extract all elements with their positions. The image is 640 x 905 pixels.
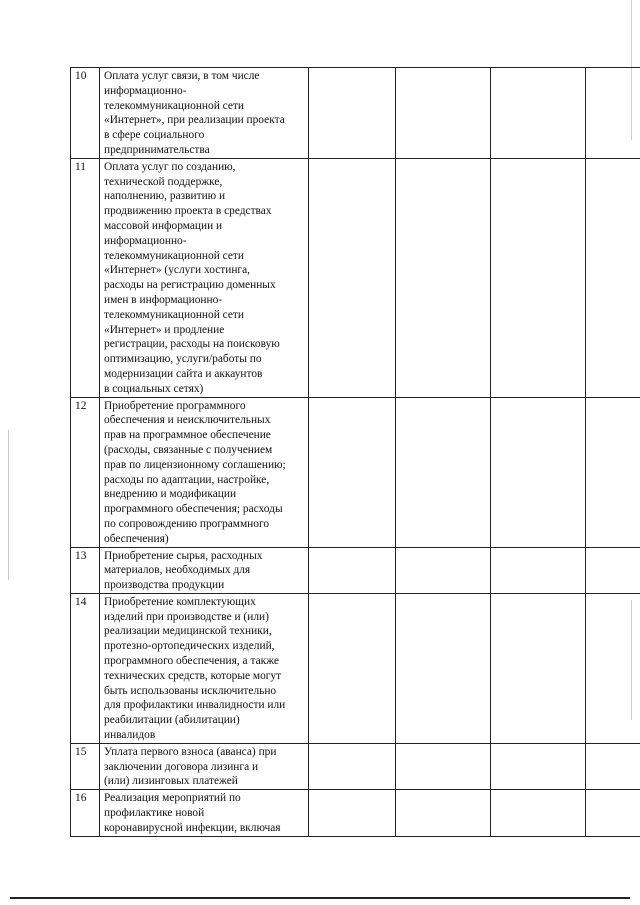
- description-line: «Интернет», при реализации проекта: [104, 114, 285, 127]
- description-line: инвалидов: [104, 729, 156, 742]
- description-line: телекоммуникационной сети: [104, 308, 244, 321]
- description-line: наполнению, развитию и: [104, 190, 226, 203]
- table-row: [71, 593, 640, 743]
- empty-amount-cell: [491, 790, 586, 836]
- description-line: протезно-ортопедических изделий,: [104, 640, 275, 653]
- expense-table: [70, 67, 640, 837]
- table-row: [71, 158, 640, 397]
- description-line: «Интернет» и продление: [104, 323, 225, 336]
- description-line: изделий при производстве и (или): [104, 610, 269, 623]
- empty-amount-cell: [309, 790, 396, 836]
- description-line: Приобретение комплектующих: [104, 595, 256, 608]
- expense-description: [100, 397, 309, 547]
- description-line: по сопровождению программного: [104, 517, 270, 530]
- description-line: производства продукции: [104, 579, 225, 592]
- description-line: обеспечения и неисключительных: [104, 414, 271, 427]
- row-number: 14: [71, 593, 100, 743]
- description-line: программного обеспечения; расходы: [104, 503, 283, 516]
- row-number: 10: [71, 68, 100, 159]
- row-number: 15: [71, 743, 100, 789]
- empty-amount-cell: [396, 397, 491, 547]
- description-line: обеспечения): [104, 532, 169, 545]
- empty-amount-cell: [491, 68, 586, 159]
- row-number: 12: [71, 397, 100, 547]
- empty-amount-cell: [396, 790, 491, 836]
- empty-amount-cell: [586, 68, 640, 159]
- table-row: [71, 743, 640, 789]
- empty-amount-cell: [396, 158, 491, 397]
- row-number: 11: [71, 158, 100, 397]
- empty-amount-cell: [491, 743, 586, 789]
- description-line: телекоммуникационной сети: [104, 249, 244, 262]
- empty-amount-cell: [309, 158, 396, 397]
- expense-description: [100, 743, 309, 789]
- description-line: имен в информационно-: [104, 293, 223, 306]
- description-line: материалов, необходимых для: [104, 564, 251, 577]
- description-line: «Интернет» (услуги хостинга,: [104, 264, 250, 277]
- description-line: массовой информации и: [104, 219, 223, 232]
- empty-amount-cell: [491, 547, 586, 593]
- empty-amount-cell: [309, 68, 396, 159]
- empty-amount-cell: [586, 547, 640, 593]
- empty-amount-cell: [396, 68, 491, 159]
- description-line: Уплата первого взноса (аванса) при: [104, 745, 277, 758]
- empty-amount-cell: [586, 743, 640, 789]
- description-line: заключении договора лизинга и: [104, 760, 259, 773]
- description-line: регистрации, расходы на поисковую: [104, 338, 280, 351]
- scan-edge-mark: [8, 430, 9, 580]
- expense-description: [100, 158, 309, 397]
- empty-amount-cell: [396, 593, 491, 743]
- description-line: Реализация мероприятий по: [104, 792, 241, 805]
- description-line: Приобретение программного: [104, 399, 246, 412]
- empty-amount-cell: [396, 547, 491, 593]
- description-line: коронавирусной инфекции, включая: [104, 821, 281, 834]
- table-row: [71, 547, 640, 593]
- description-line: расходы по адаптации, настройке,: [104, 473, 270, 486]
- description-line: продвижению проекта в средствах: [104, 205, 272, 218]
- description-line: технической поддержке,: [104, 175, 223, 188]
- expense-description: [100, 790, 309, 836]
- description-line: информационно-: [104, 234, 187, 247]
- description-line: реализации медицинской техники,: [104, 625, 272, 638]
- expense-description: [100, 68, 309, 159]
- empty-amount-cell: [586, 397, 640, 547]
- description-line: Приобретение сырья, расходных: [104, 549, 263, 562]
- description-line: Оплата услуг по созданию,: [104, 160, 236, 173]
- empty-amount-cell: [309, 547, 396, 593]
- description-line: внедрению и модификации: [104, 488, 237, 501]
- expense-description: [100, 593, 309, 743]
- description-line: прав на программное обеспечение: [104, 429, 271, 442]
- description-line: расходы на регистрацию доменных: [104, 279, 276, 292]
- row-number: 13: [71, 547, 100, 593]
- description-line: в сфере социального: [104, 129, 205, 142]
- empty-amount-cell: [309, 743, 396, 789]
- description-line: прав по лицензионному соглашению;: [104, 458, 286, 471]
- description-line: информационно-: [104, 84, 187, 97]
- description-line: оптимизацию, услуги/работы по: [104, 353, 262, 366]
- empty-amount-cell: [586, 593, 640, 743]
- empty-amount-cell: [586, 158, 640, 397]
- empty-amount-cell: [586, 790, 640, 836]
- description-line: (или) лизинговых платежей: [104, 775, 238, 788]
- empty-amount-cell: [309, 397, 396, 547]
- empty-amount-cell: [491, 593, 586, 743]
- expense-description: [100, 547, 309, 593]
- empty-amount-cell: [491, 397, 586, 547]
- empty-amount-cell: [491, 158, 586, 397]
- description-line: телекоммуникационной сети: [104, 99, 244, 112]
- description-line: профилактике новой: [104, 807, 205, 820]
- description-line: быть использованы исключительно: [104, 684, 277, 697]
- page-bottom-edge: [10, 897, 630, 899]
- description-line: модернизации сайта и аккаунтов: [104, 367, 263, 380]
- description-line: в социальных сетях): [104, 382, 204, 395]
- empty-amount-cell: [309, 593, 396, 743]
- description-line: для профилактики инвалидности или: [104, 699, 286, 712]
- table-row: [71, 68, 640, 159]
- table-row: [71, 397, 640, 547]
- description-line: (расходы, связанные с получением: [104, 443, 273, 456]
- description-line: программного обеспечения, а также: [104, 655, 279, 668]
- description-line: технических средств, которые могут: [104, 669, 282, 682]
- row-number: 16: [71, 790, 100, 836]
- expense-table-body: [71, 68, 640, 837]
- description-line: предпринимательства: [104, 143, 210, 156]
- table-row: [71, 790, 640, 836]
- description-line: Оплата услуг связи, в том числе: [104, 70, 260, 82]
- empty-amount-cell: [396, 743, 491, 789]
- description-line: реабилитации (абилитации): [104, 714, 240, 727]
